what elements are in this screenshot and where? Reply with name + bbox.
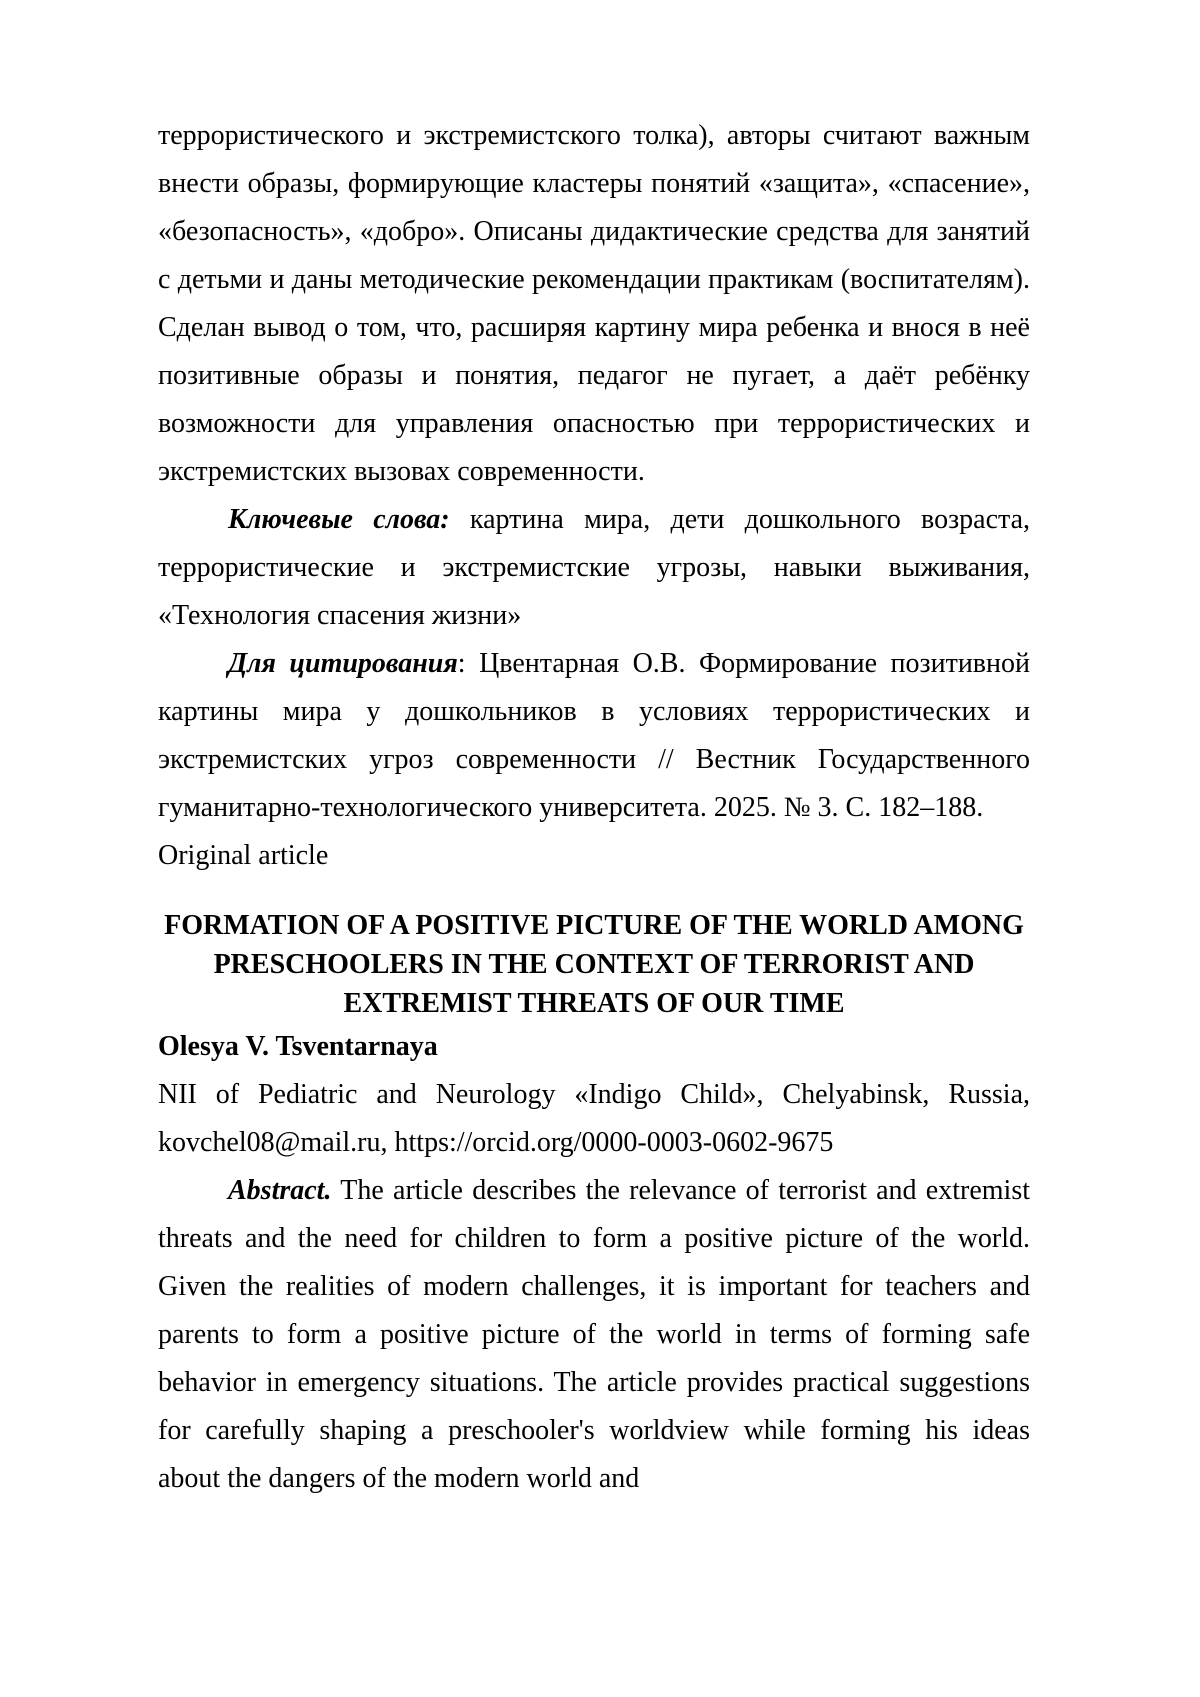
keywords-paragraph <box>158 496 1030 640</box>
abstract-paragraph-en <box>158 1167 1030 1503</box>
citation-paragraph <box>158 640 1030 832</box>
article-title-en <box>158 906 1030 1023</box>
citation-label: Для цитирования <box>228 648 458 679</box>
title-line-2: PRESCHOOLERS IN THE CONTEXT OF TERRORIST AND <box>213 949 975 980</box>
abstract-label: Abstract. <box>228 1175 332 1206</box>
title-line-3: EXTREMIST THREATS OF OUR TIME <box>343 988 845 1019</box>
keywords-label: Ключевые слова: <box>228 504 450 535</box>
citation-text: : Цвентарная О.В. Формирование позитивной картины мира у дошкольников в условиях террористических и экстремистских угроз современности // Вестник Государственного гуманитарно-технологического университета. 2025. № 3. С. 182–188. <box>158 648 1030 823</box>
article-type-label: Original article <box>158 840 329 871</box>
title-line-1: FORMATION OF A POSITIVE PICTURE OF THE WORLD AMONG <box>164 910 1024 941</box>
author-name: Olesya V. Tsventarnaya <box>158 1031 438 1062</box>
russian-abstract-continuation-paragraph: террористического и экстремистского толка), авторы считают важным внести образы, формирующие кластеры понятий «защита», «спасение», «безопасность», «добро». Описаны дидактические средства для занятий с детьми и даны методические рекомендации практикам (воспитателям). Сделан вывод о том, что, расширяя картину мира ребенка и внося в неё позитивные образы и понятия, педагог не пугает, а даёт ребёнку возможности для управления опасностью при террористических и экстремистских вызовах современности. <box>158 120 1030 487</box>
affiliation-paragraph: NII of Pediatric and Neurology «Indigo Child», Chelyabinsk, Russia, kovchel08@mail.ru, https://orcid.org/0000-0003-0602-9675 <box>158 1079 1030 1158</box>
keywords-text: картина мира, дети дошкольного возраста, террористические и экстремистские угрозы, навыки выживания, «Технология спасения жизни» <box>158 504 1031 631</box>
abstract-text: The article describes the relevance of terrorist and extremist threats and the need for children to form a positive picture of the world. Given the realities of modern challenges, it is important for teachers and parents to form a positive picture of the world in terms of forming safe behavior in emergency situations. The article provides practical suggestions for carefully shaping a preschooler's worldview while forming his ideas about the dangers of the modern world and <box>158 1175 1030 1494</box>
